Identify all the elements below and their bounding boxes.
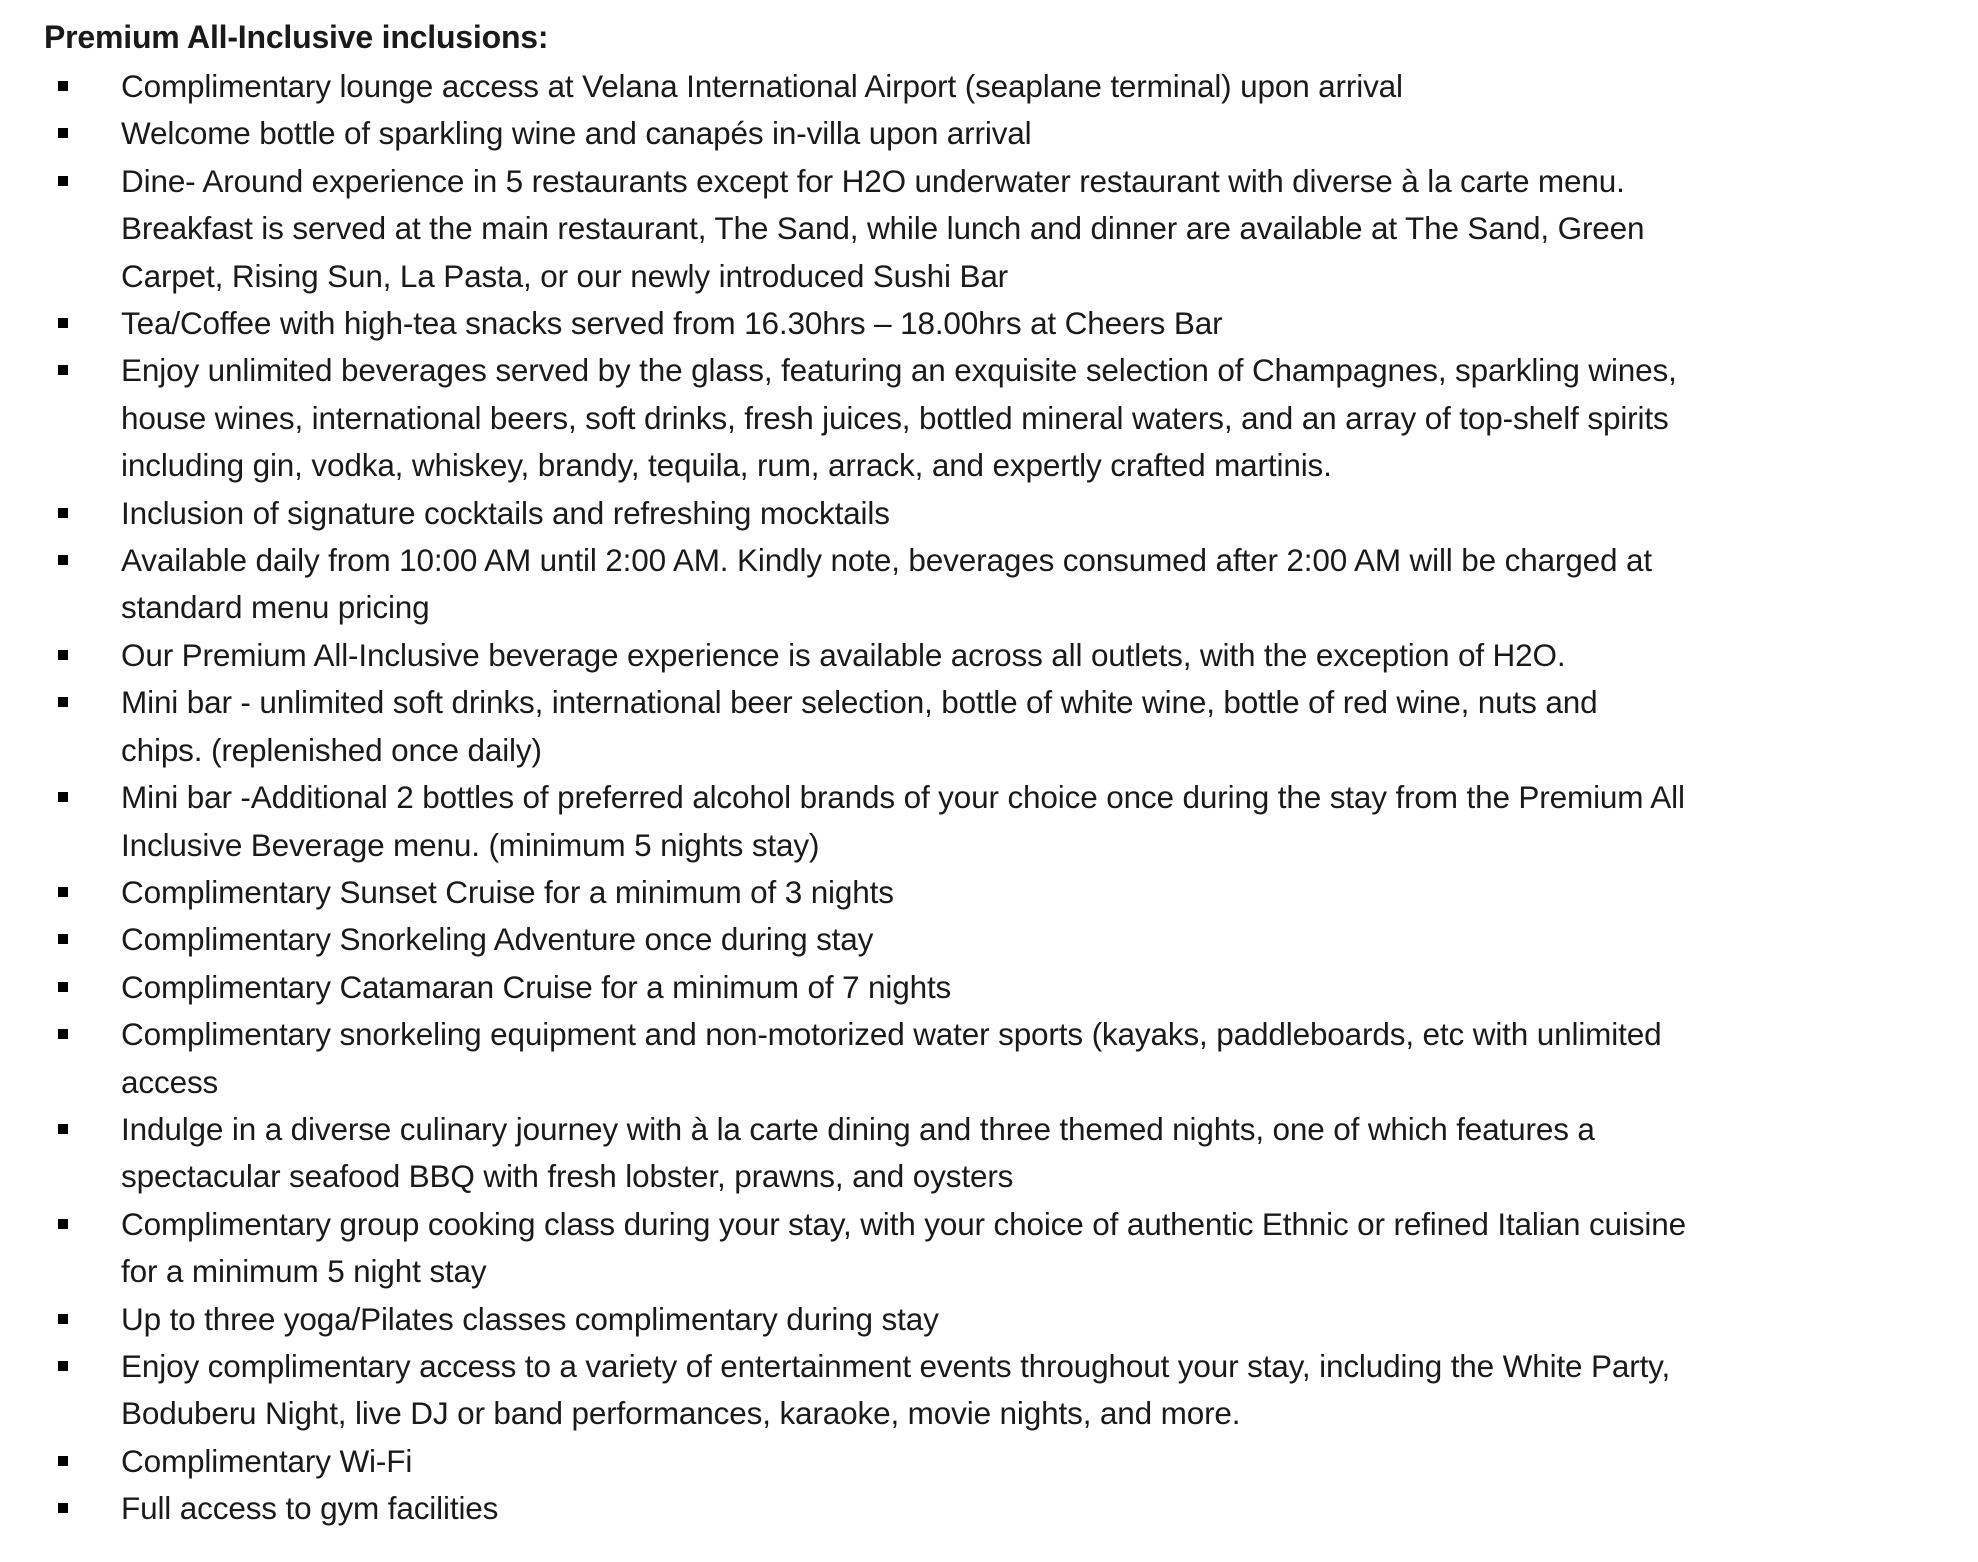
list-item bbox=[44, 490, 1964, 537]
list-item-line: Complimentary lounge access at Velana International Airport (seaplane terminal) upon arrival bbox=[121, 68, 1403, 104]
list-item-line: Inclusive Beverage menu. (minimum 5 nights stay) bbox=[121, 826, 820, 863]
square-bullet-icon bbox=[58, 1503, 68, 1513]
square-bullet-icon bbox=[58, 1219, 68, 1229]
square-bullet-icon bbox=[58, 176, 68, 186]
square-bullet-icon bbox=[58, 128, 68, 138]
section-heading: Premium All-Inclusive inclusions: bbox=[44, 19, 549, 55]
square-bullet-icon bbox=[58, 1029, 68, 1039]
square-bullet-icon bbox=[58, 365, 68, 375]
square-bullet-icon bbox=[58, 887, 68, 897]
square-bullet-icon bbox=[58, 318, 68, 328]
list-item-line: standard menu pricing bbox=[121, 589, 430, 626]
list-item bbox=[44, 1343, 1964, 1438]
square-bullet-icon bbox=[58, 697, 68, 707]
list-item bbox=[44, 964, 1964, 1011]
list-item bbox=[44, 1106, 1964, 1201]
list-item bbox=[44, 300, 1964, 347]
list-item-line: Breakfast is served at the main restaurant, The Sand, while lunch and dinner are available at The Sand, Green bbox=[121, 210, 1645, 247]
list-item bbox=[44, 869, 1964, 916]
list-item-line: Boduberu Night, live DJ or band performances, karaoke, movie nights, and more. bbox=[121, 1395, 1241, 1432]
list-item bbox=[44, 158, 1964, 300]
list-item-line: house wines, international beers, soft drinks, fresh juices, bottled mineral waters, and an array of top-shelf spirits bbox=[121, 399, 1669, 436]
list-item-line: Mini bar - unlimited soft drinks, international beer selection, bottle of white wine, bottle of red wine, nuts and bbox=[121, 684, 1598, 721]
square-bullet-icon bbox=[58, 1456, 68, 1466]
list-item-line: Inclusion of signature cocktails and refreshing mocktails bbox=[121, 494, 890, 531]
list-item-line: Our Premium All-Inclusive beverage experience is available across all outlets, with the exception of H2O. bbox=[121, 636, 1566, 673]
list-item-line: Indulge in a diverse culinary journey with à la carte dining and three themed nights, one of which features a bbox=[121, 1110, 1595, 1147]
square-bullet-icon bbox=[58, 792, 68, 802]
inclusions-list bbox=[44, 63, 1964, 1533]
list-item bbox=[44, 916, 1964, 963]
document bbox=[44, 14, 1964, 1533]
list-item bbox=[44, 110, 1964, 157]
list-item-line: Complimentary Catamaran Cruise for a minimum of 7 nights bbox=[121, 968, 952, 1005]
square-bullet-icon bbox=[58, 1314, 68, 1324]
list-item-line: Complimentary Sunset Cruise for a minimum of 3 nights bbox=[121, 873, 894, 910]
list-item bbox=[44, 632, 1964, 679]
list-item bbox=[44, 774, 1964, 869]
list-item-line: Complimentary Snorkeling Adventure once during stay bbox=[121, 921, 874, 958]
list-item-line: Available daily from 10:00 AM until 2:00 AM. Kindly note, beverages consumed after 2:00 AM will be charged at bbox=[121, 542, 1652, 579]
list-item-line: Mini bar -Additional 2 bottles of preferred alcohol brands of your choice once during the stay from the Premium All bbox=[121, 779, 1685, 816]
square-bullet-icon bbox=[58, 81, 68, 91]
list-item bbox=[44, 63, 1964, 110]
list-item bbox=[44, 679, 1964, 774]
list-item-line: including gin, vodka, whiskey, brandy, tequila, rum, arrack, and expertly crafted martinis. bbox=[121, 447, 1332, 484]
square-bullet-icon bbox=[58, 1124, 68, 1134]
square-bullet-icon bbox=[58, 934, 68, 944]
list-item bbox=[44, 1438, 1964, 1485]
list-item-line: chips. (replenished once daily) bbox=[121, 731, 542, 768]
list-item-line: Full access to gym facilities bbox=[121, 1490, 499, 1527]
list-item-line: Enjoy unlimited beverages served by the glass, featuring an exquisite selection of Champagnes, sparkling wines, bbox=[121, 352, 1677, 389]
list-item-line: spectacular seafood BBQ with fresh lobster, prawns, and oysters bbox=[121, 1158, 1014, 1195]
list-item bbox=[44, 1011, 1964, 1106]
square-bullet-icon bbox=[58, 650, 68, 660]
list-item-line: Welcome bottle of sparkling wine and canapés in-villa upon arrival bbox=[121, 115, 1032, 152]
list-item bbox=[44, 537, 1964, 632]
list-item bbox=[44, 1201, 1964, 1296]
list-item-line: Dine- Around experience in 5 restaurants except for H2O underwater restaurant with diverse à la carte menu. bbox=[121, 162, 1625, 199]
list-item-line: Tea/Coffee with high-tea snacks served from 16.30hrs – 18.00hrs at Cheers Bar bbox=[121, 305, 1223, 342]
list-item bbox=[44, 347, 1964, 489]
list-item-line: for a minimum 5 night stay bbox=[121, 1253, 487, 1290]
list-item-line: Complimentary snorkeling equipment and non-motorized water sports (kayaks, paddleboards, etc with unlimited bbox=[121, 1016, 1662, 1053]
list-item bbox=[44, 1296, 1964, 1343]
square-bullet-icon bbox=[58, 1361, 68, 1371]
list-item-line: access bbox=[121, 1063, 219, 1100]
square-bullet-icon bbox=[58, 982, 68, 992]
square-bullet-icon bbox=[58, 508, 68, 518]
square-bullet-icon bbox=[58, 555, 68, 565]
list-item-line: Carpet, Rising Sun, La Pasta, or our newly introduced Sushi Bar bbox=[121, 257, 1009, 294]
list-item-line: Complimentary group cooking class during your stay, with your choice of authentic Ethnic or refined Italian cuisine bbox=[121, 1205, 1686, 1242]
list-item-line: Complimentary Wi-Fi bbox=[121, 1442, 413, 1479]
list-item bbox=[44, 1485, 1964, 1532]
list-item-line: Enjoy complimentary access to a variety of entertainment events throughout your stay, including the White Party, bbox=[121, 1347, 1671, 1384]
list-item-line: Up to three yoga/Pilates classes complimentary during stay bbox=[121, 1300, 939, 1337]
